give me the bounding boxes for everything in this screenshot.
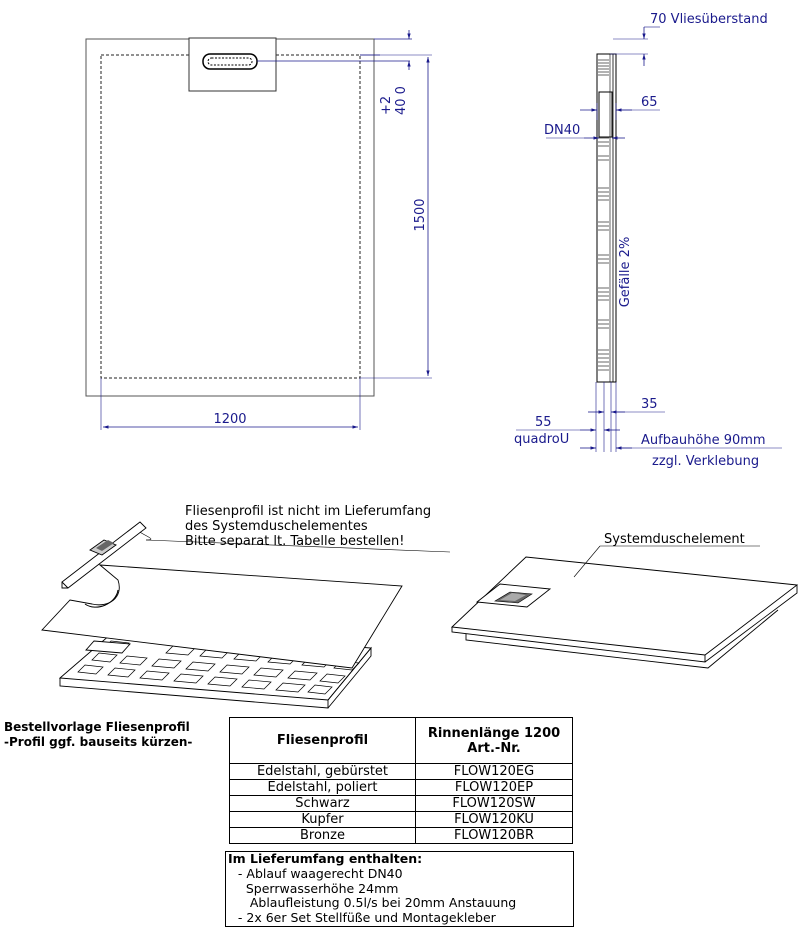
article-cell: FLOW120SW [416, 796, 573, 812]
table-row [230, 780, 573, 796]
dimension-35: 35 [641, 397, 658, 412]
adhesive-label: zzgl. Verklebung [652, 454, 760, 469]
article-cell: FLOW120KU [416, 812, 573, 828]
profile-cell: Bronze [230, 828, 416, 844]
order-template-title [4, 720, 192, 750]
col-header-article-line1: Rinnenlänge 1200 [427, 725, 561, 741]
dimension-65: 65 [641, 95, 658, 110]
profile-note-line1: Fliesenprofil ist nicht im Lieferumfang [185, 504, 432, 519]
section-view [514, 12, 782, 469]
profile-cell: Edelstahl, gebürstet [230, 764, 416, 780]
article-cell: FLOW120BR [416, 828, 573, 844]
dn40-label: DN40 [544, 123, 581, 138]
build-height-label: Aufbauhöhe 90mm [641, 433, 766, 448]
profile-cell: Kupfer [230, 812, 416, 828]
quadro-label: quadroU [514, 432, 570, 447]
order-title-line1: Bestellvorlage Fliesenprofil [4, 720, 190, 734]
length-dimension: 1500 [413, 198, 428, 232]
plan-view [86, 30, 432, 430]
slope-label: Gefälle 2% [618, 236, 633, 308]
table-header-row [230, 718, 573, 764]
scope-line: - Ablauf waagerecht DN40 [226, 865, 403, 881]
tile-area-dashed [101, 55, 360, 378]
fleece-overhang-label: 70 Vliesüberstand [650, 12, 768, 27]
drain-tolerance-bottom: 40 0 [394, 86, 409, 115]
article-cell: FLOW120EP [416, 780, 573, 796]
scope-line: - 2x 6er Set Stellfüße und Montagekleber [226, 910, 496, 926]
assembled-element-top [452, 557, 797, 655]
table-row [230, 812, 573, 828]
shower-tray-outline [86, 39, 374, 396]
profile-note-line3: Bitte separat lt. Tabelle bestellen! [185, 534, 405, 549]
table-row [230, 764, 573, 780]
col-header-article-line2: Art.-Nr. [467, 740, 521, 756]
dimension-55: 55 [535, 415, 552, 430]
drain-tolerance-top: +2 [379, 95, 394, 115]
scope-title: Im Lieferumfang enthalten: [228, 851, 423, 866]
system-element-label: Systemduschelement [604, 532, 745, 547]
profile-cell: Schwarz [230, 796, 416, 812]
scope-of-delivery-box [225, 851, 574, 927]
exploded-view [42, 504, 797, 708]
col-header-profile: Fliesenprofil [230, 718, 416, 764]
table-row [230, 828, 573, 844]
profile-cell: Edelstahl, poliert [230, 780, 416, 796]
profile-note-line2: des Systemduschelementes [185, 519, 368, 534]
table-row [230, 796, 573, 812]
order-title-line2: -Profil ggf. bauseits kürzen- [4, 735, 193, 749]
col-header-article [416, 718, 573, 764]
scope-line: Ablaufleistung 0.5l/s bei 20mm Anstauung [226, 895, 517, 911]
article-cell: FLOW120EG [416, 764, 573, 780]
profile-order-table [229, 717, 573, 844]
width-dimension: 1200 [213, 412, 247, 427]
scope-line: Sperrwasserhöhe 24mm [226, 880, 399, 896]
